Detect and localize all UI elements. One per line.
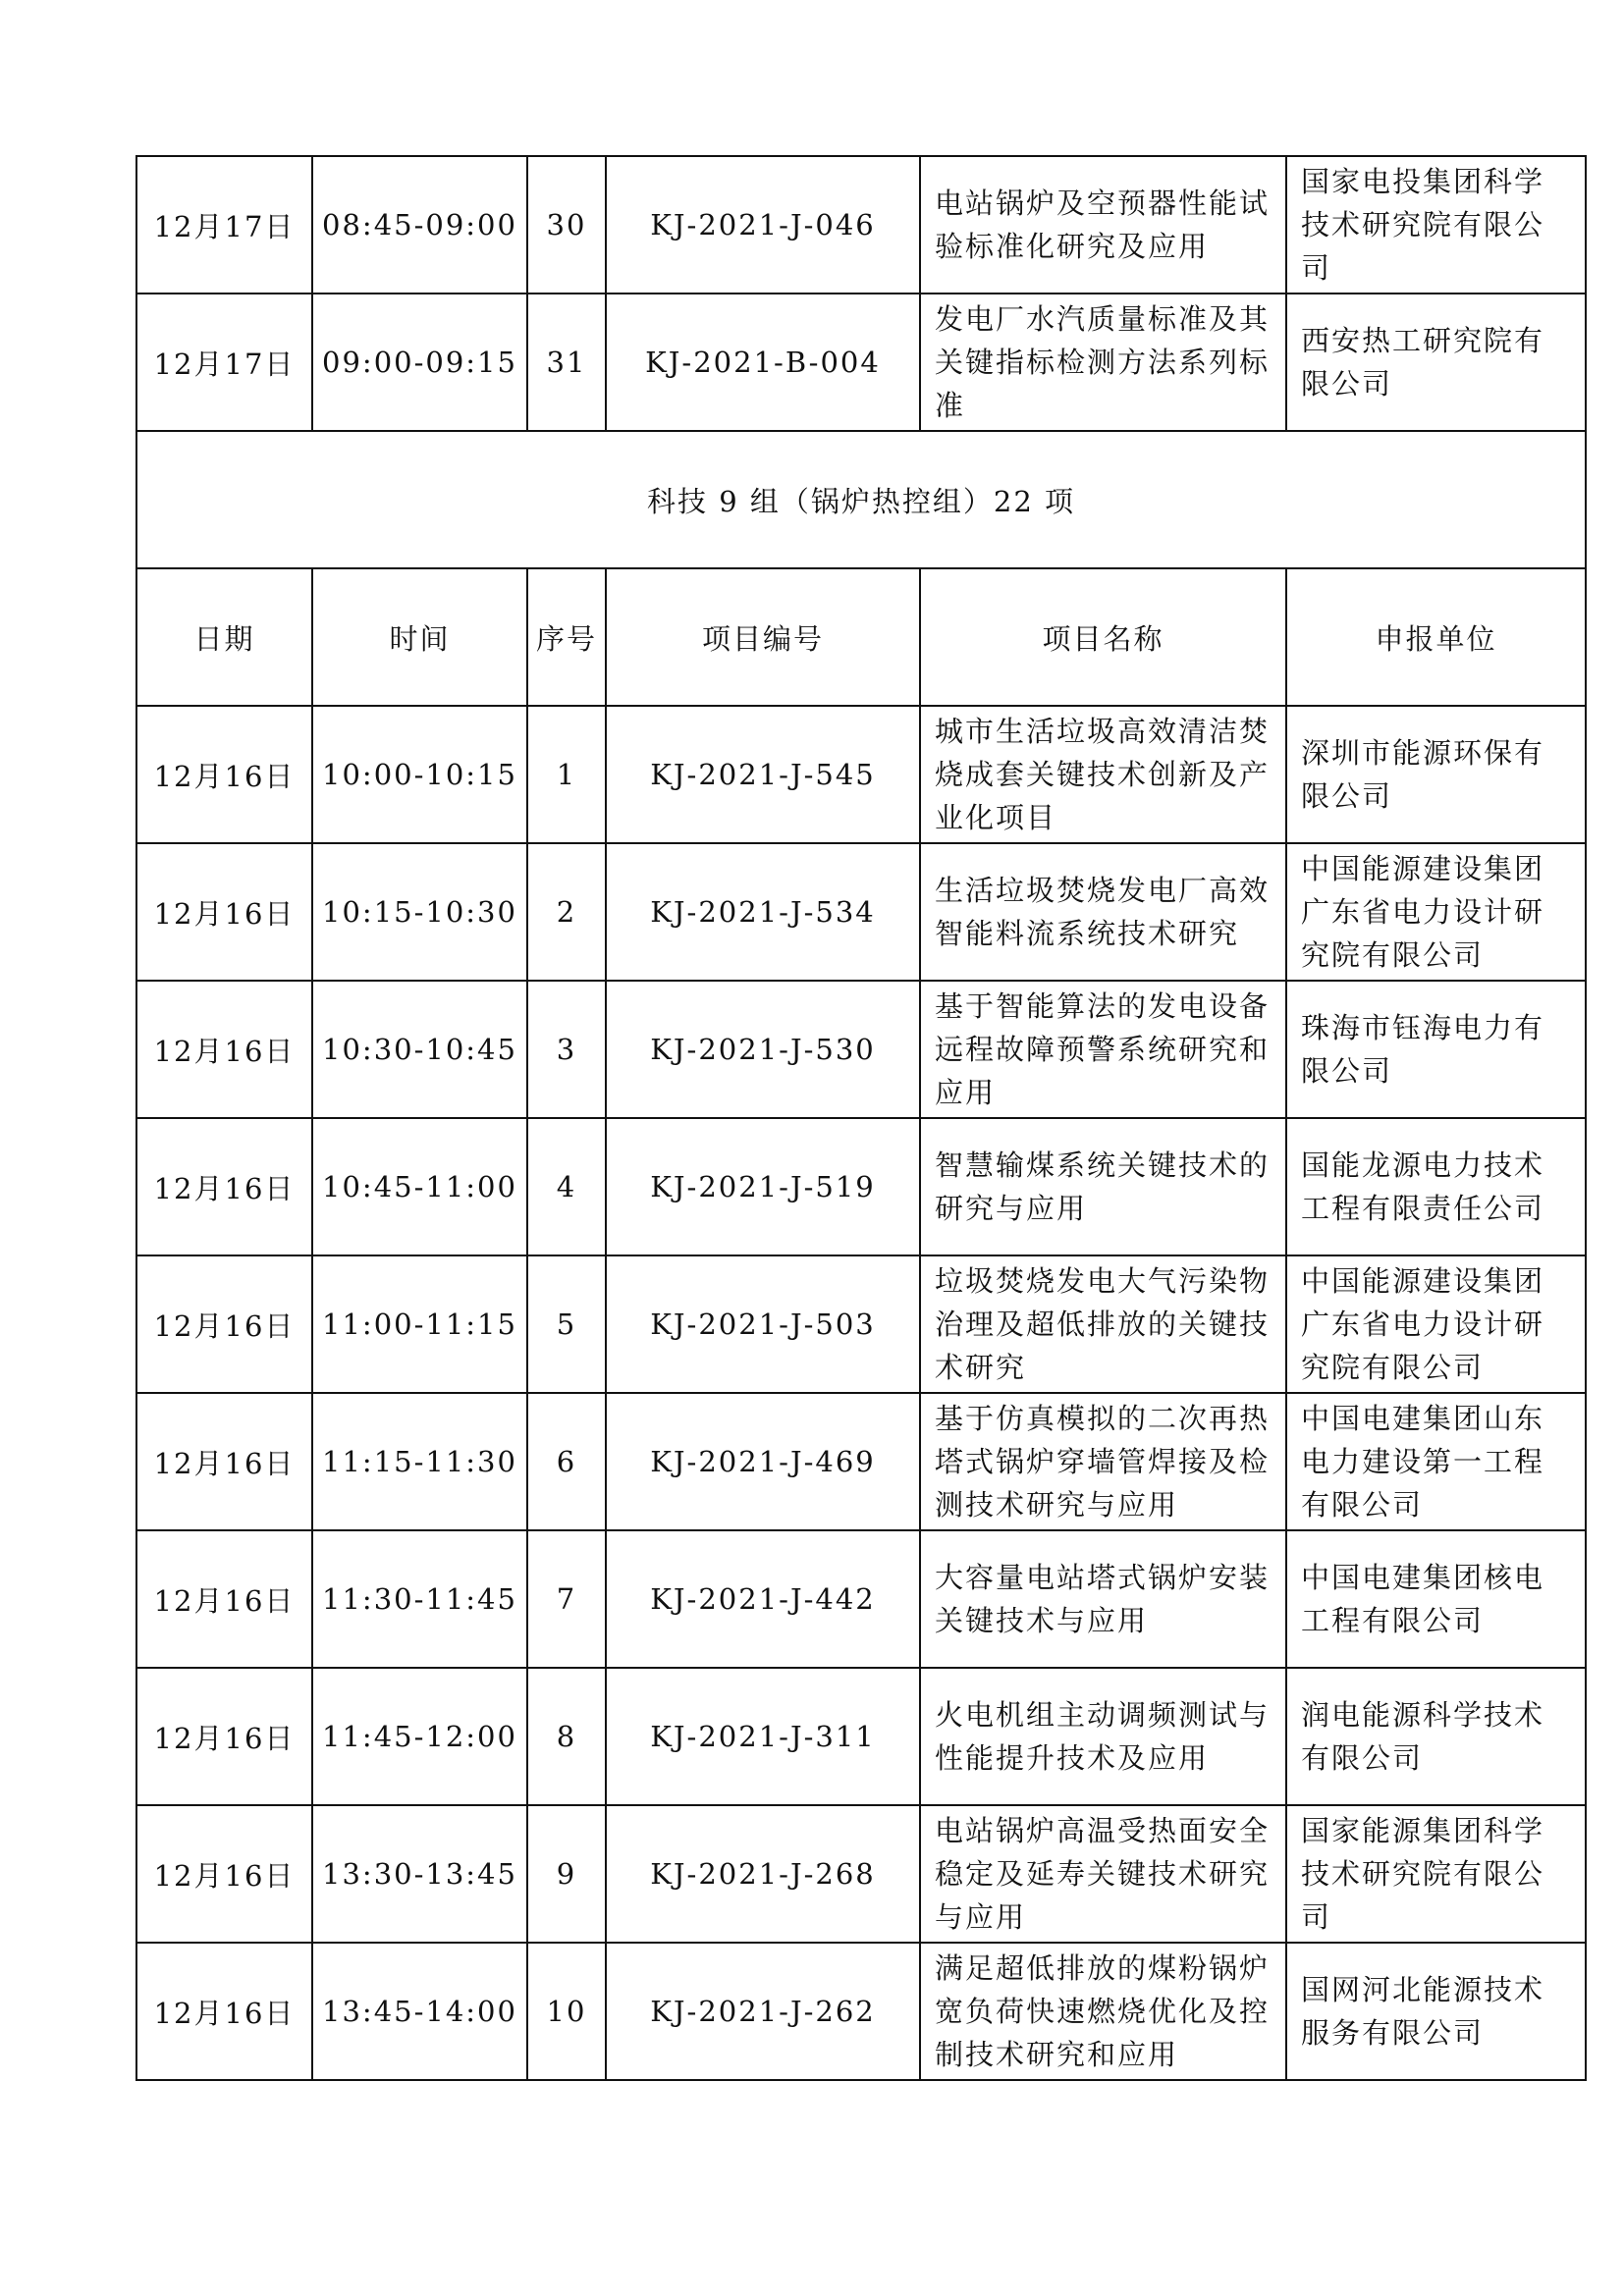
unit-cell: 中国能源建设集团广东省电力设计研究院有限公司 [1286, 843, 1586, 981]
unit-cell: 珠海市钰海电力有限公司 [1286, 981, 1586, 1118]
header-time: 时间 [312, 568, 527, 706]
time-cell: 10:30-10:45 [312, 981, 527, 1118]
project-name-cell: 发电厂水汽质量标准及其关键指标检测方法系列标准 [920, 294, 1286, 431]
project-name-cell: 满足超低排放的煤粉锅炉宽负荷快速燃烧优化及控制技术研究和应用 [920, 1943, 1286, 2080]
project-name-cell: 智慧输煤系统关键技术的研究与应用 [920, 1118, 1286, 1255]
header-unit: 申报单位 [1286, 568, 1586, 706]
number-cell: 3 [527, 981, 606, 1118]
time-cell: 11:45-12:00 [312, 1668, 527, 1805]
code-cell: KJ-2021-J-311 [606, 1668, 920, 1805]
code-cell: KJ-2021-J-262 [606, 1943, 920, 2080]
time-cell: 09:00-09:15 [312, 294, 527, 431]
time-cell: 08:45-09:00 [312, 156, 527, 294]
date-cell: 12月16日 [136, 1118, 312, 1255]
time-cell: 11:15-11:30 [312, 1393, 527, 1530]
date-cell: 12月16日 [136, 706, 312, 843]
time-cell: 13:30-13:45 [312, 1805, 527, 1943]
code-cell: KJ-2021-J-519 [606, 1118, 920, 1255]
number-cell: 30 [527, 156, 606, 294]
number-cell: 4 [527, 1118, 606, 1255]
project-name-cell: 电站锅炉及空预器性能试验标准化研究及应用 [920, 156, 1286, 294]
table-row [136, 1943, 1586, 2080]
header-date: 日期 [136, 568, 312, 706]
unit-cell: 润电能源科学技术有限公司 [1286, 1668, 1586, 1805]
table-row [136, 1118, 1586, 1255]
date-cell: 12月16日 [136, 1393, 312, 1530]
unit-cell: 中国能源建设集团广东省电力设计研究院有限公司 [1286, 1255, 1586, 1393]
date-cell: 12月17日 [136, 294, 312, 431]
project-name-cell: 城市生活垃圾高效清洁焚烧成套关键技术创新及产业化项目 [920, 706, 1286, 843]
number-cell: 1 [527, 706, 606, 843]
table-row [136, 1530, 1586, 1668]
project-name-cell: 基于智能算法的发电设备远程故障预警系统研究和应用 [920, 981, 1286, 1118]
code-cell: KJ-2021-J-534 [606, 843, 920, 981]
header-name: 项目名称 [920, 568, 1286, 706]
section-title: 科技 9 组（锅炉热控组）22 项 [136, 431, 1586, 568]
table-row [136, 156, 1586, 294]
unit-cell: 国能龙源电力技术工程有限责任公司 [1286, 1118, 1586, 1255]
date-cell: 12月16日 [136, 1530, 312, 1668]
time-cell: 10:00-10:15 [312, 706, 527, 843]
unit-cell: 深圳市能源环保有限公司 [1286, 706, 1586, 843]
code-cell: KJ-2021-J-530 [606, 981, 920, 1118]
unit-cell: 中国电建集团山东电力建设第一工程有限公司 [1286, 1393, 1586, 1530]
date-cell: 12月16日 [136, 1668, 312, 1805]
date-cell: 12月16日 [136, 1943, 312, 2080]
project-name-cell: 大容量电站塔式锅炉安装关键技术与应用 [920, 1530, 1286, 1668]
time-cell: 13:45-14:00 [312, 1943, 527, 2080]
unit-cell: 中国电建集团核电工程有限公司 [1286, 1530, 1586, 1668]
date-cell: 12月16日 [136, 981, 312, 1118]
project-name-cell: 火电机组主动调频测试与性能提升技术及应用 [920, 1668, 1286, 1805]
number-cell: 9 [527, 1805, 606, 1943]
number-cell: 31 [527, 294, 606, 431]
table-row [136, 706, 1586, 843]
project-name-cell: 生活垃圾焚烧发电厂高效智能料流系统技术研究 [920, 843, 1286, 981]
time-cell: 10:15-10:30 [312, 843, 527, 981]
project-name-cell: 电站锅炉高温受热面安全稳定及延寿关键技术研究与应用 [920, 1805, 1286, 1943]
number-cell: 5 [527, 1255, 606, 1393]
header-no: 序号 [527, 568, 606, 706]
project-name-cell: 基于仿真模拟的二次再热塔式锅炉穿墙管焊接及检测技术研究与应用 [920, 1393, 1286, 1530]
unit-cell: 西安热工研究院有限公司 [1286, 294, 1586, 431]
number-cell: 7 [527, 1530, 606, 1668]
unit-cell: 国家能源集团科学技术研究院有限公司 [1286, 1805, 1586, 1943]
project-name-cell: 垃圾焚烧发电大气污染物治理及超低排放的关键技术研究 [920, 1255, 1286, 1393]
schedule-table [135, 155, 1587, 2081]
date-cell: 12月16日 [136, 843, 312, 981]
header-code: 项目编号 [606, 568, 920, 706]
code-cell: KJ-2021-J-046 [606, 156, 920, 294]
code-cell: KJ-2021-J-268 [606, 1805, 920, 1943]
code-cell: KJ-2021-J-503 [606, 1255, 920, 1393]
date-cell: 12月16日 [136, 1255, 312, 1393]
table-row [136, 1668, 1586, 1805]
code-cell: KJ-2021-J-442 [606, 1530, 920, 1668]
header-row [136, 568, 1586, 706]
section-row [136, 431, 1586, 568]
code-cell: KJ-2021-B-004 [606, 294, 920, 431]
table-row [136, 981, 1586, 1118]
number-cell: 10 [527, 1943, 606, 2080]
time-cell: 10:45-11:00 [312, 1118, 527, 1255]
unit-cell: 国家电投集团科学技术研究院有限公司 [1286, 156, 1586, 294]
unit-cell: 国网河北能源技术服务有限公司 [1286, 1943, 1586, 2080]
number-cell: 2 [527, 843, 606, 981]
code-cell: KJ-2021-J-545 [606, 706, 920, 843]
number-cell: 6 [527, 1393, 606, 1530]
date-cell: 12月16日 [136, 1805, 312, 1943]
time-cell: 11:30-11:45 [312, 1530, 527, 1668]
table-row [136, 1255, 1586, 1393]
date-cell: 12月17日 [136, 156, 312, 294]
table-row [136, 1805, 1586, 1943]
table-row [136, 294, 1586, 431]
time-cell: 11:00-11:15 [312, 1255, 527, 1393]
table-row [136, 843, 1586, 981]
table-row [136, 1393, 1586, 1530]
number-cell: 8 [527, 1668, 606, 1805]
code-cell: KJ-2021-J-469 [606, 1393, 920, 1530]
